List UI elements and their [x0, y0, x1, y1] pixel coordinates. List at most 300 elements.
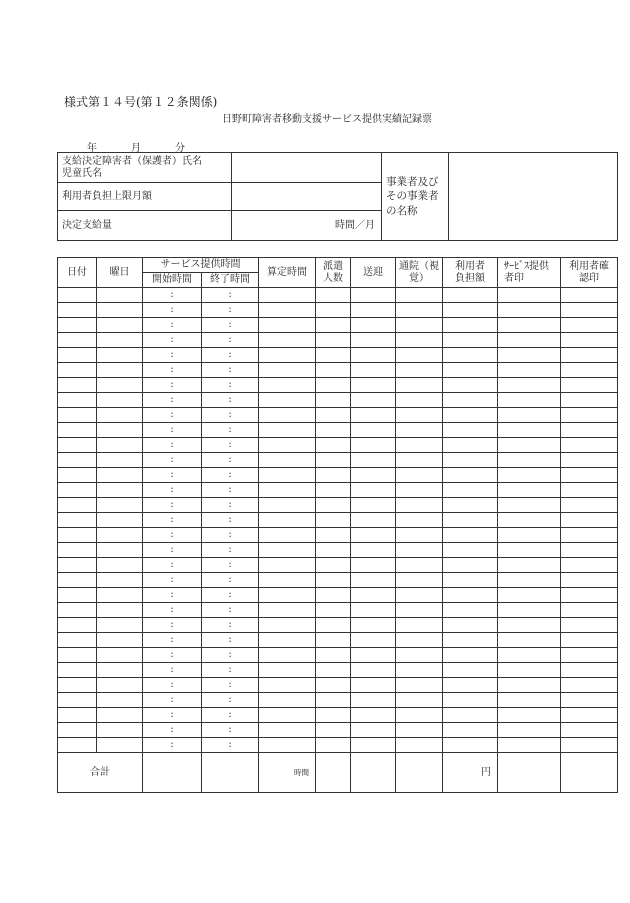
date-cell[interactable]: [58, 348, 97, 363]
hospital-cell[interactable]: [396, 723, 443, 738]
confirm-seal-cell[interactable]: [561, 723, 618, 738]
end-time-cell[interactable]: [202, 333, 259, 348]
dispatch-cell[interactable]: [316, 588, 351, 603]
end-time-cell[interactable]: [202, 378, 259, 393]
calc-time-cell[interactable]: [259, 513, 316, 528]
hospital-cell[interactable]: [396, 633, 443, 648]
provider-seal-cell[interactable]: [498, 678, 561, 693]
totals-transport-cell[interactable]: [351, 753, 396, 793]
calc-time-cell[interactable]: [259, 708, 316, 723]
hospital-cell[interactable]: [396, 558, 443, 573]
end-time-cell[interactable]: [202, 348, 259, 363]
confirm-seal-cell[interactable]: [561, 453, 618, 468]
burden-cell[interactable]: [443, 513, 498, 528]
hospital-cell[interactable]: [396, 663, 443, 678]
confirm-seal-cell[interactable]: [561, 318, 618, 333]
end-time-cell[interactable]: [202, 693, 259, 708]
hospital-cell[interactable]: [396, 648, 443, 663]
calc-time-cell[interactable]: [259, 468, 316, 483]
start-time-cell[interactable]: [143, 498, 202, 513]
transport-cell[interactable]: [351, 588, 396, 603]
burden-cell[interactable]: [443, 528, 498, 543]
dispatch-cell[interactable]: [316, 348, 351, 363]
date-cell[interactable]: [58, 333, 97, 348]
dispatch-cell[interactable]: [316, 363, 351, 378]
provider-seal-cell[interactable]: [498, 648, 561, 663]
burden-cell[interactable]: [443, 408, 498, 423]
confirm-seal-cell[interactable]: [561, 708, 618, 723]
confirm-seal-cell[interactable]: [561, 738, 618, 753]
burden-cell[interactable]: [443, 618, 498, 633]
provider-seal-cell[interactable]: [498, 588, 561, 603]
end-time-cell[interactable]: [202, 363, 259, 378]
transport-cell[interactable]: [351, 348, 396, 363]
burden-cell[interactable]: [443, 288, 498, 303]
totals-hospital-cell[interactable]: [396, 753, 443, 793]
start-time-cell[interactable]: [143, 543, 202, 558]
weekday-cell[interactable]: [97, 543, 143, 558]
burden-cell[interactable]: [443, 738, 498, 753]
date-cell[interactable]: [58, 558, 97, 573]
dispatch-cell[interactable]: [316, 738, 351, 753]
transport-cell[interactable]: [351, 393, 396, 408]
confirm-seal-cell[interactable]: [561, 393, 618, 408]
burden-cell[interactable]: [443, 588, 498, 603]
start-time-cell[interactable]: [143, 438, 202, 453]
start-time-cell[interactable]: [143, 348, 202, 363]
start-time-cell[interactable]: [143, 558, 202, 573]
date-cell[interactable]: [58, 363, 97, 378]
burden-cell[interactable]: [443, 318, 498, 333]
date-cell[interactable]: [58, 303, 97, 318]
confirm-seal-cell[interactable]: [561, 498, 618, 513]
hospital-cell[interactable]: [396, 348, 443, 363]
calc-time-cell[interactable]: [259, 588, 316, 603]
end-time-cell[interactable]: [202, 633, 259, 648]
provider-seal-cell[interactable]: [498, 633, 561, 648]
dispatch-cell[interactable]: [316, 618, 351, 633]
transport-cell[interactable]: [351, 543, 396, 558]
transport-cell[interactable]: [351, 498, 396, 513]
burden-cell[interactable]: [443, 378, 498, 393]
calc-time-cell[interactable]: [259, 348, 316, 363]
transport-cell[interactable]: [351, 648, 396, 663]
date-cell[interactable]: [58, 678, 97, 693]
dispatch-cell[interactable]: [316, 528, 351, 543]
burden-cell[interactable]: [443, 468, 498, 483]
calc-time-cell[interactable]: [259, 528, 316, 543]
provider-seal-cell[interactable]: [498, 663, 561, 678]
start-time-cell[interactable]: [143, 738, 202, 753]
calc-time-cell[interactable]: [259, 573, 316, 588]
start-time-cell[interactable]: [143, 453, 202, 468]
date-cell[interactable]: [58, 288, 97, 303]
confirm-seal-cell[interactable]: [561, 558, 618, 573]
confirm-seal-cell[interactable]: [561, 303, 618, 318]
confirm-seal-cell[interactable]: [561, 573, 618, 588]
confirm-seal-cell[interactable]: [561, 483, 618, 498]
weekday-cell[interactable]: [97, 408, 143, 423]
transport-cell[interactable]: [351, 468, 396, 483]
provider-seal-cell[interactable]: [498, 423, 561, 438]
date-cell[interactable]: [58, 378, 97, 393]
hospital-cell[interactable]: [396, 498, 443, 513]
dispatch-cell[interactable]: [316, 543, 351, 558]
date-cell[interactable]: [58, 408, 97, 423]
decided-amount-field[interactable]: [232, 211, 382, 241]
burden-cell[interactable]: [443, 303, 498, 318]
burden-cell[interactable]: [443, 678, 498, 693]
confirm-seal-cell[interactable]: [561, 588, 618, 603]
dispatch-cell[interactable]: [316, 573, 351, 588]
hospital-cell[interactable]: [396, 678, 443, 693]
dispatch-cell[interactable]: [316, 288, 351, 303]
hospital-cell[interactable]: [396, 543, 443, 558]
burden-cell[interactable]: [443, 543, 498, 558]
calc-time-cell[interactable]: [259, 618, 316, 633]
weekday-cell[interactable]: [97, 333, 143, 348]
end-time-cell[interactable]: [202, 603, 259, 618]
provider-seal-cell[interactable]: [498, 558, 561, 573]
calc-time-cell[interactable]: [259, 498, 316, 513]
burden-cell[interactable]: [443, 663, 498, 678]
hospital-cell[interactable]: [396, 588, 443, 603]
burden-cell[interactable]: [443, 693, 498, 708]
calc-time-cell[interactable]: [259, 318, 316, 333]
dispatch-cell[interactable]: [316, 333, 351, 348]
start-time-cell[interactable]: [143, 588, 202, 603]
end-time-cell[interactable]: [202, 498, 259, 513]
end-time-cell[interactable]: [202, 513, 259, 528]
confirm-seal-cell[interactable]: [561, 438, 618, 453]
transport-cell[interactable]: [351, 618, 396, 633]
confirm-seal-cell[interactable]: [561, 288, 618, 303]
end-time-cell[interactable]: [202, 288, 259, 303]
hospital-cell[interactable]: [396, 468, 443, 483]
totals-dispatch-cell[interactable]: [316, 753, 351, 793]
start-time-cell[interactable]: [143, 633, 202, 648]
totals-time-cell[interactable]: [259, 753, 316, 793]
transport-cell[interactable]: [351, 378, 396, 393]
confirm-seal-cell[interactable]: [561, 663, 618, 678]
dispatch-cell[interactable]: [316, 498, 351, 513]
date-cell[interactable]: [58, 483, 97, 498]
transport-cell[interactable]: [351, 513, 396, 528]
confirm-seal-cell[interactable]: [561, 378, 618, 393]
weekday-cell[interactable]: [97, 303, 143, 318]
date-cell[interactable]: [58, 438, 97, 453]
hospital-cell[interactable]: [396, 408, 443, 423]
provider-seal-cell[interactable]: [498, 393, 561, 408]
provider-seal-cell[interactable]: [498, 708, 561, 723]
weekday-cell[interactable]: [97, 723, 143, 738]
weekday-cell[interactable]: [97, 678, 143, 693]
weekday-cell[interactable]: [97, 708, 143, 723]
dispatch-cell[interactable]: [316, 408, 351, 423]
hospital-cell[interactable]: [396, 378, 443, 393]
calc-time-cell[interactable]: [259, 603, 316, 618]
transport-cell[interactable]: [351, 408, 396, 423]
provider-seal-cell[interactable]: [498, 408, 561, 423]
provider-seal-cell[interactable]: [498, 543, 561, 558]
end-time-cell[interactable]: [202, 558, 259, 573]
burden-cell[interactable]: [443, 348, 498, 363]
confirm-seal-cell[interactable]: [561, 543, 618, 558]
start-time-cell[interactable]: [143, 303, 202, 318]
recipient-name-field[interactable]: [232, 153, 382, 183]
weekday-cell[interactable]: [97, 588, 143, 603]
end-time-cell[interactable]: [202, 543, 259, 558]
transport-cell[interactable]: [351, 333, 396, 348]
end-time-cell[interactable]: [202, 678, 259, 693]
dispatch-cell[interactable]: [316, 693, 351, 708]
date-cell[interactable]: [58, 618, 97, 633]
confirm-seal-cell[interactable]: [561, 618, 618, 633]
provider-seal-cell[interactable]: [498, 723, 561, 738]
burden-cell[interactable]: [443, 483, 498, 498]
dispatch-cell[interactable]: [316, 708, 351, 723]
start-time-cell[interactable]: [143, 318, 202, 333]
calc-time-cell[interactable]: [259, 483, 316, 498]
confirm-seal-cell[interactable]: [561, 633, 618, 648]
start-time-cell[interactable]: [143, 408, 202, 423]
end-time-cell[interactable]: [202, 723, 259, 738]
burden-cell[interactable]: [443, 438, 498, 453]
transport-cell[interactable]: [351, 363, 396, 378]
date-cell[interactable]: [58, 423, 97, 438]
transport-cell[interactable]: [351, 633, 396, 648]
burden-cell[interactable]: [443, 573, 498, 588]
provider-name-field[interactable]: [449, 153, 618, 241]
calc-time-cell[interactable]: [259, 453, 316, 468]
dispatch-cell[interactable]: [316, 303, 351, 318]
weekday-cell[interactable]: [97, 393, 143, 408]
hospital-cell[interactable]: [396, 363, 443, 378]
transport-cell[interactable]: [351, 723, 396, 738]
hospital-cell[interactable]: [396, 333, 443, 348]
provider-seal-cell[interactable]: [498, 738, 561, 753]
start-time-cell[interactable]: [143, 333, 202, 348]
burden-cell[interactable]: [443, 333, 498, 348]
burden-cell[interactable]: [443, 453, 498, 468]
dispatch-cell[interactable]: [316, 558, 351, 573]
date-cell[interactable]: [58, 468, 97, 483]
calc-time-cell[interactable]: [259, 558, 316, 573]
burden-cell[interactable]: [443, 648, 498, 663]
transport-cell[interactable]: [351, 438, 396, 453]
weekday-cell[interactable]: [97, 483, 143, 498]
transport-cell[interactable]: [351, 423, 396, 438]
calc-time-cell[interactable]: [259, 303, 316, 318]
hospital-cell[interactable]: [396, 693, 443, 708]
transport-cell[interactable]: [351, 483, 396, 498]
end-time-cell[interactable]: [202, 423, 259, 438]
dispatch-cell[interactable]: [316, 678, 351, 693]
weekday-cell[interactable]: [97, 558, 143, 573]
start-time-cell[interactable]: [143, 678, 202, 693]
confirm-seal-cell[interactable]: [561, 603, 618, 618]
start-time-cell[interactable]: [143, 288, 202, 303]
provider-seal-cell[interactable]: [498, 438, 561, 453]
end-time-cell[interactable]: [202, 318, 259, 333]
calc-time-cell[interactable]: [259, 438, 316, 453]
burden-cell[interactable]: [443, 498, 498, 513]
hospital-cell[interactable]: [396, 573, 443, 588]
provider-seal-cell[interactable]: [498, 318, 561, 333]
transport-cell[interactable]: [351, 663, 396, 678]
weekday-cell[interactable]: [97, 348, 143, 363]
transport-cell[interactable]: [351, 738, 396, 753]
weekday-cell[interactable]: [97, 648, 143, 663]
hospital-cell[interactable]: [396, 288, 443, 303]
calc-time-cell[interactable]: [259, 663, 316, 678]
burden-cell[interactable]: [443, 603, 498, 618]
totals-burden-cell[interactable]: [443, 753, 498, 793]
date-cell[interactable]: [58, 513, 97, 528]
date-cell[interactable]: [58, 648, 97, 663]
provider-seal-cell[interactable]: [498, 498, 561, 513]
calc-time-cell[interactable]: [259, 693, 316, 708]
hospital-cell[interactable]: [396, 618, 443, 633]
end-time-cell[interactable]: [202, 468, 259, 483]
end-time-cell[interactable]: [202, 648, 259, 663]
dispatch-cell[interactable]: [316, 633, 351, 648]
hospital-cell[interactable]: [396, 738, 443, 753]
end-time-cell[interactable]: [202, 618, 259, 633]
dispatch-cell[interactable]: [316, 423, 351, 438]
date-cell[interactable]: [58, 393, 97, 408]
date-cell[interactable]: [58, 708, 97, 723]
date-cell[interactable]: [58, 633, 97, 648]
weekday-cell[interactable]: [97, 738, 143, 753]
start-time-cell[interactable]: [143, 378, 202, 393]
start-time-cell[interactable]: [143, 693, 202, 708]
transport-cell[interactable]: [351, 708, 396, 723]
dispatch-cell[interactable]: [316, 438, 351, 453]
provider-seal-cell[interactable]: [498, 618, 561, 633]
confirm-seal-cell[interactable]: [561, 528, 618, 543]
burden-cell[interactable]: [443, 393, 498, 408]
provider-seal-cell[interactable]: [498, 288, 561, 303]
calc-time-cell[interactable]: [259, 408, 316, 423]
weekday-cell[interactable]: [97, 378, 143, 393]
confirm-seal-cell[interactable]: [561, 513, 618, 528]
hospital-cell[interactable]: [396, 483, 443, 498]
date-cell[interactable]: [58, 573, 97, 588]
end-time-cell[interactable]: [202, 528, 259, 543]
transport-cell[interactable]: [351, 678, 396, 693]
start-time-cell[interactable]: [143, 573, 202, 588]
provider-seal-cell[interactable]: [498, 333, 561, 348]
calc-time-cell[interactable]: [259, 363, 316, 378]
dispatch-cell[interactable]: [316, 453, 351, 468]
start-time-cell[interactable]: [143, 648, 202, 663]
burden-cell[interactable]: [443, 558, 498, 573]
provider-seal-cell[interactable]: [498, 693, 561, 708]
hospital-cell[interactable]: [396, 603, 443, 618]
calc-time-cell[interactable]: [259, 738, 316, 753]
calc-time-cell[interactable]: [259, 378, 316, 393]
confirm-seal-cell[interactable]: [561, 408, 618, 423]
weekday-cell[interactable]: [97, 513, 143, 528]
hospital-cell[interactable]: [396, 423, 443, 438]
dispatch-cell[interactable]: [316, 513, 351, 528]
start-time-cell[interactable]: [143, 723, 202, 738]
calc-time-cell[interactable]: [259, 723, 316, 738]
dispatch-cell[interactable]: [316, 318, 351, 333]
date-cell[interactable]: [58, 453, 97, 468]
provider-seal-cell[interactable]: [498, 453, 561, 468]
dispatch-cell[interactable]: [316, 663, 351, 678]
start-time-cell[interactable]: [143, 603, 202, 618]
provider-seal-cell[interactable]: [498, 528, 561, 543]
end-time-cell[interactable]: [202, 708, 259, 723]
confirm-seal-cell[interactable]: [561, 348, 618, 363]
dispatch-cell[interactable]: [316, 468, 351, 483]
start-time-cell[interactable]: [143, 423, 202, 438]
date-cell[interactable]: [58, 723, 97, 738]
weekday-cell[interactable]: [97, 618, 143, 633]
weekday-cell[interactable]: [97, 633, 143, 648]
burden-limit-field[interactable]: [232, 183, 382, 211]
weekday-cell[interactable]: [97, 693, 143, 708]
burden-cell[interactable]: [443, 723, 498, 738]
date-cell[interactable]: [58, 693, 97, 708]
hospital-cell[interactable]: [396, 303, 443, 318]
calc-time-cell[interactable]: [259, 393, 316, 408]
confirm-seal-cell[interactable]: [561, 363, 618, 378]
start-time-cell[interactable]: [143, 393, 202, 408]
end-time-cell[interactable]: [202, 408, 259, 423]
transport-cell[interactable]: [351, 288, 396, 303]
date-cell[interactable]: [58, 498, 97, 513]
end-time-cell[interactable]: [202, 438, 259, 453]
weekday-cell[interactable]: [97, 453, 143, 468]
start-time-cell[interactable]: [143, 513, 202, 528]
transport-cell[interactable]: [351, 528, 396, 543]
start-time-cell[interactable]: [143, 468, 202, 483]
provider-seal-cell[interactable]: [498, 303, 561, 318]
start-time-cell[interactable]: [143, 483, 202, 498]
weekday-cell[interactable]: [97, 573, 143, 588]
provider-seal-cell[interactable]: [498, 573, 561, 588]
date-cell[interactable]: [58, 318, 97, 333]
weekday-cell[interactable]: [97, 468, 143, 483]
provider-seal-cell[interactable]: [498, 483, 561, 498]
start-time-cell[interactable]: [143, 363, 202, 378]
weekday-cell[interactable]: [97, 288, 143, 303]
date-cell[interactable]: [58, 738, 97, 753]
confirm-seal-cell[interactable]: [561, 468, 618, 483]
hospital-cell[interactable]: [396, 393, 443, 408]
burden-cell[interactable]: [443, 363, 498, 378]
transport-cell[interactable]: [351, 318, 396, 333]
weekday-cell[interactable]: [97, 528, 143, 543]
transport-cell[interactable]: [351, 303, 396, 318]
confirm-seal-cell[interactable]: [561, 333, 618, 348]
provider-seal-cell[interactable]: [498, 513, 561, 528]
end-time-cell[interactable]: [202, 738, 259, 753]
dispatch-cell[interactable]: [316, 393, 351, 408]
confirm-seal-cell[interactable]: [561, 648, 618, 663]
weekday-cell[interactable]: [97, 438, 143, 453]
weekday-cell[interactable]: [97, 363, 143, 378]
end-time-cell[interactable]: [202, 453, 259, 468]
transport-cell[interactable]: [351, 558, 396, 573]
end-time-cell[interactable]: [202, 483, 259, 498]
dispatch-cell[interactable]: [316, 723, 351, 738]
calc-time-cell[interactable]: [259, 423, 316, 438]
